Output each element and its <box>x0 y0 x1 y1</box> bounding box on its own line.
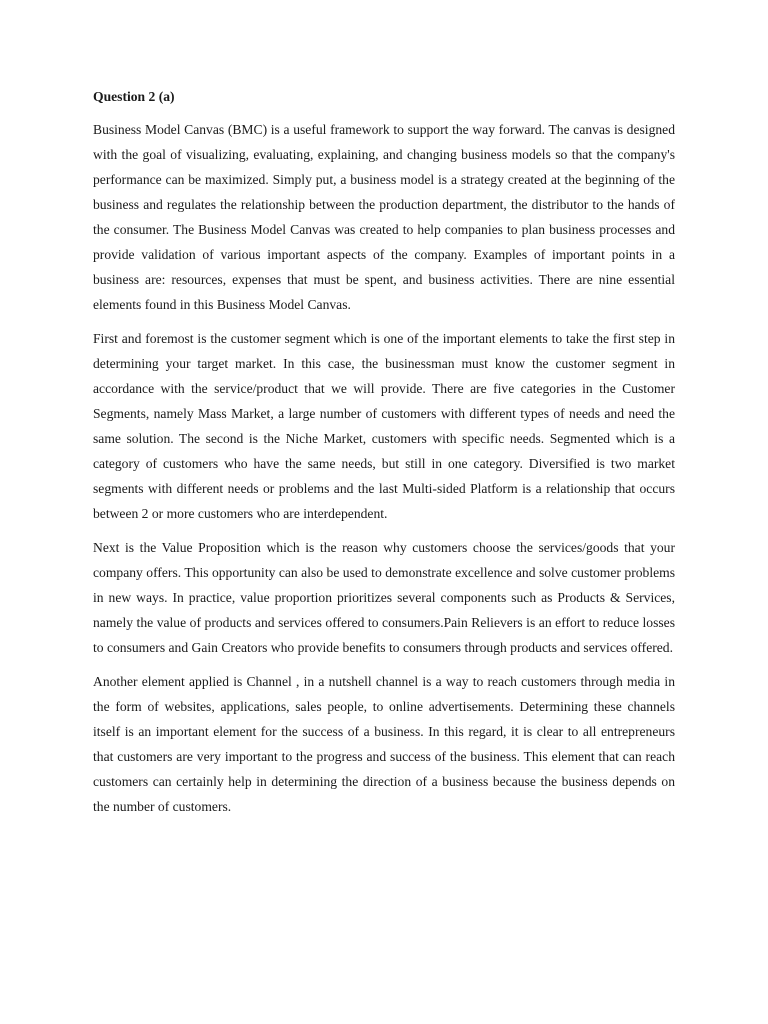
paragraph-channel: Another element applied is Channel , in a nutshell channel is a way to reach customers through media in the form of websites, applications, sales people, to online advertisements. Determining these channels itself is an important element for the success of a business. In this regard, it is clear to all entrepreneurs that customers are very important to the progress and success of the business. This element that can reach customers can certainly help in determining the direction of a business because the business depends on the number of customers. <box>93 674 675 814</box>
question-heading: Question 2 (a) <box>93 89 175 104</box>
paragraph-value-proposition: Next is the Value Proposition which is the reason why customers choose the services/goods that your company offers. This opportunity can also be used to demonstrate excellence and solve customer problems in new ways. In practice, value proportion prioritizes several components such as Products & Services, namely the value of products and services offered to consumers.Pain Relievers is an effort to reduce losses to consumers and Gain Creators who provide benefits to consumers through products and services offered. <box>93 540 675 655</box>
paragraph-bmc-intro: Business Model Canvas (BMC) is a useful framework to support the way forward. The canvas is designed with the goal of visualizing, evaluating, explaining, and changing business models so that the company's performance can be maximized. Simply put, a business model is a strategy created at the beginning of the business and regulates the relationship between the production department, the distributor to the hands of the consumer. The Business Model Canvas was created to help companies to plan business processes and provide validation of various important aspects of the company. Examples of important points in a business are: resources, expenses that must be spent, and business activities. There are nine essential elements found in this Business Model Canvas. <box>93 122 675 312</box>
paragraph-customer-segment: First and foremost is the customer segment which is one of the important elements to take the first step in determining your target market. In this case, the businessman must know the customer segment in accordance with the service/product that we will provide. There are five categories in the Customer Segments, namely Mass Market, a large number of customers with different types of needs and need the same solution. The second is the Niche Market, customers with specific needs. Segmented which is a category of customers who have the same needs, but still in one category. Diversified is two market segments with different needs or problems and the last Multi-sided Platform is a relationship that occurs between 2 or more customers who are interdependent. <box>93 331 675 521</box>
document-body <box>93 86 675 819</box>
